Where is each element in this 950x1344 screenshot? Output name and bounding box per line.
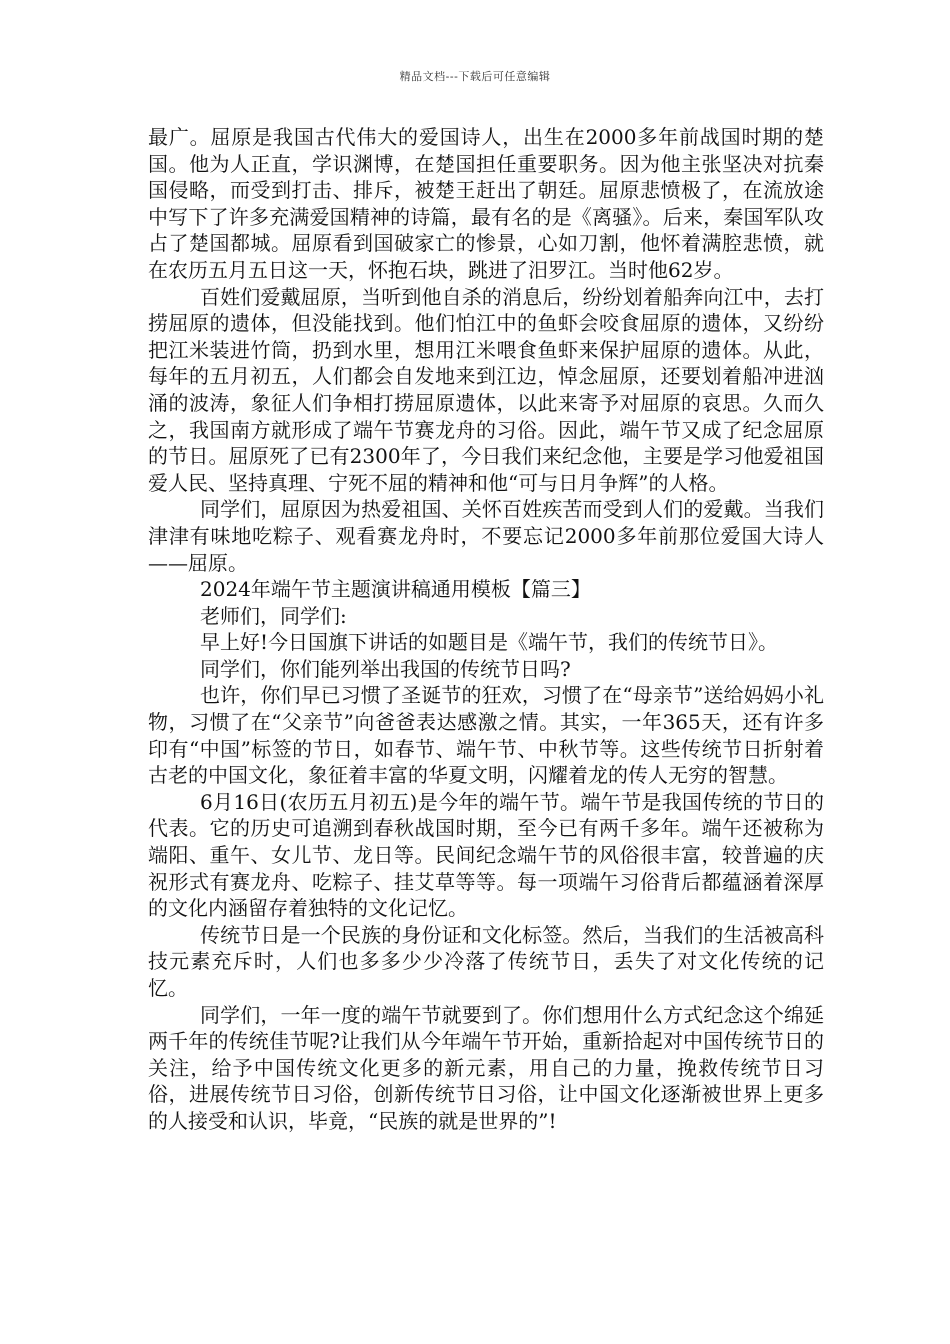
- section-title: 2024年端午节主题演讲稿通用模板【篇三】: [200, 577, 591, 602]
- salutation: 老师们，同学们:: [200, 603, 347, 628]
- paragraph: 早上好!今日国旗下讲话的如题目是《端午节，我们的传统节日》。: [200, 630, 779, 655]
- paragraph: 传统节日是一个民族的身份证和文化标签。然后，当我们的生活被高科技元素充斥时，人们也多多少少冷落了传统节日，丢失了对文化传统的记忆。: [148, 922, 824, 1000]
- paragraph: 同学们，屈原因为热爱祖国、关怀百姓疾苦而受到人们的爱戴。当我们津津有味地吃粽子、观看赛龙舟时，不要忘记2000多年前那位爱国大诗人——屈原。: [148, 497, 824, 575]
- paragraph: 同学们，你们能列举出我国的传统节日吗?: [200, 656, 571, 681]
- paragraph: 6月16日(农历五月初五)是今年的端午节。端午节是我国传统的节日的代表。它的历史可追溯到春秋战国时期，至今已有两千多年。端午还被称为端阳、重午、女儿节、龙日等。民间纪念端午节的风俗很丰富，较普遍的庆祝形式有赛龙舟、吃粽子、挂艾草等等。每一项端午习俗背后都蕴涵着深厚的文化内涵留存着独特的文化记忆。: [148, 789, 824, 921]
- paragraph-continued: 最广。屈原是我国古代伟大的爱国诗人，出生在2000多年前战国时期的楚国。他为人正直，学识渊博，在楚国担任重要职务。因为他主张坚决对抗秦国侵略，而受到打击、排斥，被楚王赶出了朝廷。屈原悲愤极了，在流放途中写下了许多充满爱国精神的诗篇，最有名的是《离骚》。后来，秦国军队攻占了楚国都城。屈原看到国破家亡的惨景，心如刀割，他怀着满腔悲愤，就在农历五月五日这一天，怀抱石块，跳进了汨罗江。当时他62岁。: [148, 125, 824, 282]
- document-body: [148, 124, 824, 1135]
- page-header: 精品文档---下载后可任意编辑: [399, 70, 551, 83]
- paragraph: 也许，你们早已习惯了圣诞节的狂欢，习惯了在“母亲节”送给妈妈小礼物，习惯了在“父亲节”向爸爸表达感激之情。其实，一年365天，还有许多印有“中国”标签的节日，如春节、端午节、中秋节等。这些传统节日折射着古老的中国文化，象征着丰富的华夏文明，闪耀着龙的传人无穷的智慧。: [148, 683, 824, 788]
- paragraph: 百姓们爱戴屈原，当听到他自杀的消息后，纷纷划着船奔向江中，去打捞屈原的遗体，但没能找到。他们怕江中的鱼虾会咬食屈原的遗体，又纷纷把江米装进竹筒，扔到水里，想用江米喂食鱼虾来保护屈原的遗体。从此，每年的五月初五，人们都会自发地来到江边，悼念屈原，还要划着船冲进汹涌的波涛，象征人们争相打捞屈原遗体，以此来寄予对屈原的哀思。久而久之，我国南方就形成了端午节赛龙舟的习俗。因此，端午节又成了纪念屈原的节日。屈原死了已有2300年了，今日我们来纪念他，主要是学习他爱祖国爱人民、坚持真理、宁死不屈的精神和他“可与日月争辉”的人格。: [148, 284, 824, 495]
- paragraph: 同学们，一年一度的端午节就要到了。你们想用什么方式纪念这个绵延两千年的传统佳节呢?让我们从今年端午节开始，重新拾起对中国传统节日的关注，给予中国传统文化更多的新元素，用自己的力量，挽救传统节日习俗，进展传统节日习俗，创新传统节日习俗，让中国文化逐渐被世界上更多的人接受和认识，毕竟，“民族的就是世界的”!: [148, 1002, 824, 1133]
